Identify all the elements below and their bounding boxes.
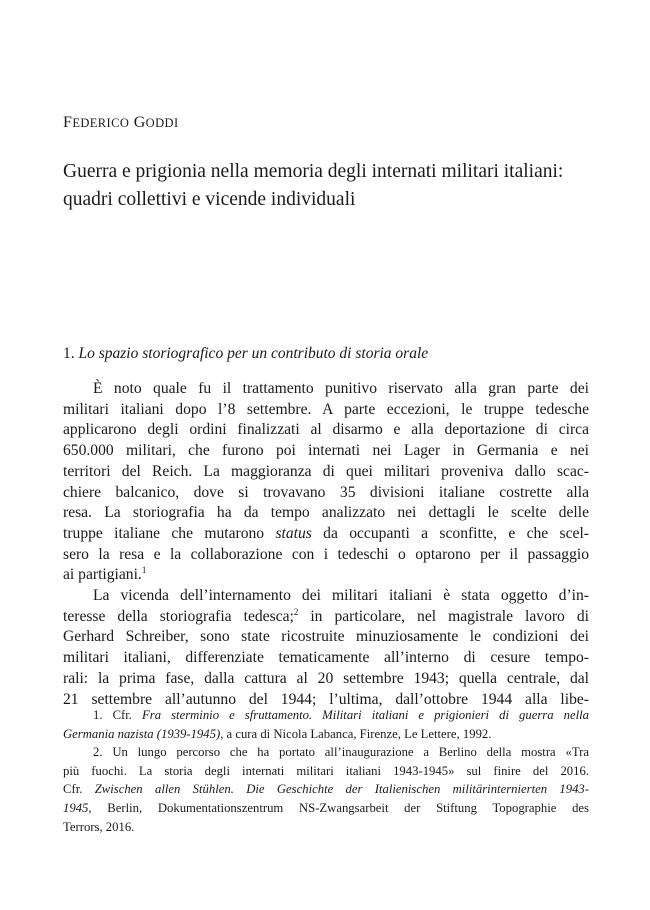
author-last-rest: ODDI [145,116,179,130]
p1-line-10 [63,565,589,586]
title-line-1: Guerra e prigionia nella memoria degli internati militari italiani: [63,161,564,182]
p2-line-1: La vicenda dell’internamento dei militari italiani è stata oggetto d’in- [93,587,589,605]
p1-line-8 [63,524,589,545]
section-number: 1. [63,345,75,362]
p2-line-2 [63,607,589,628]
note-2-line-1: 2. Un lungo percorso che ha portato all’inaugurazione a Berlino della mostra «Tra [93,745,589,760]
note-1-line-1 [63,706,589,725]
footnote-ref-2[interactable]: 2 [293,606,299,617]
p1-line-8-b: da occupanti a sconfitte, e che scel- [323,524,589,542]
p1-line-2: militari italiani dopo l’8 settembre. A parte eccezioni, le truppe tedesche [63,400,589,418]
p1-line-8-a: truppe italiane che mutarono [63,524,265,542]
p2-line-2-a: teresse della storiografia tedesca; [63,607,294,625]
note-2-italic-2: 1945 [63,800,89,815]
p2-line-5: rali: la prima fase, dalla cattura al 20 settembre 1943; quella centrale, dal [63,669,589,687]
note-1-label: 1. Cfr. [93,708,132,722]
title-line-2: quadri collettivi e vicende individuali [63,189,356,210]
note-1-line-2 [63,725,589,744]
footnotes [63,706,589,836]
note-2-line-5: Terrors, 2016. [63,819,135,834]
p1-line-3: applicarono degli ordini finalizzati al disarmo e alla deportazione di circa [63,421,589,439]
p1-line-8-italic: status [275,524,312,542]
p2-line-3: Gerhard Schreiber, sono state ricostruite minuziosamente le condizioni dei [63,628,589,646]
article-title [63,158,623,214]
note-2-italic-1: Zwischen allen Stühlen. Die Geschichte der Italienischen militärinternierten 1943- [94,782,589,797]
footnote-ref-1[interactable]: 1 [141,565,147,576]
p1-line-1: È noto quale fu il trattamento punitivo riservato alla gran parte dei [93,380,589,397]
p1-line-7: resa. La storiografia ha da tempo analizzato nei dettagli le scelte delle [63,504,589,522]
note-2-line-4 [63,799,589,818]
author-name [63,114,179,132]
note-2-cfr: Cfr. [63,782,83,797]
p2-line-6: 21 settembre all’autunno del 1944; l’ultima, dall’ottobre 1944 alla libe- [63,690,589,708]
p2-line-4: militari italiani, differenziate tematicamente all’interno di cesure tempo- [63,649,589,667]
note-2-rest: , Berlin, Dokumentationszentrum NS-Zwangsarbeit der Stiftung Topographie des [88,800,589,815]
p1-line-5: territori del Reich. La maggioranza di quei militari proveniva dallo scac- [63,462,589,480]
note-2-line-3 [63,780,589,799]
author-first-initial: F [63,114,73,131]
note-1-italic-1: Fra sterminio e sfruttamento. Militari italiani e prigionieri di guerra nella [142,708,590,722]
section-heading [63,345,623,363]
note-2-line-2: più fuochi. La storia degli internati militari italiani 1943-1945» sul finire del 2016. [63,763,589,778]
note-1-italic-2: Germania nazista (1939-1945) [63,726,221,741]
p1-line-6: chiere balcanico, dove si trovavano 35 divisioni italiane costrette alla [63,483,589,501]
p1-line-4: 650.000 militari, che furono poi internati nei Lager in Germania e nei [63,442,589,460]
p2-line-2-b: in particolare, nel magistrale lavoro di [310,607,589,625]
author-first-rest: EDERICO [72,116,130,130]
body-text [63,379,589,710]
p1-line-9: sero la resa e la collaborazione con i tedeschi o optarono per il passaggio [63,545,589,563]
author-last-initial: G [133,114,146,131]
note-1-rest: , a cura di Nicola Labanca, Firenze, Le Lettere, 1992. [220,726,492,741]
p1-line-10-text: ai partigiani. [63,566,142,584]
section-title: Lo spazio storiografico per un contributo di storia orale [78,345,429,362]
